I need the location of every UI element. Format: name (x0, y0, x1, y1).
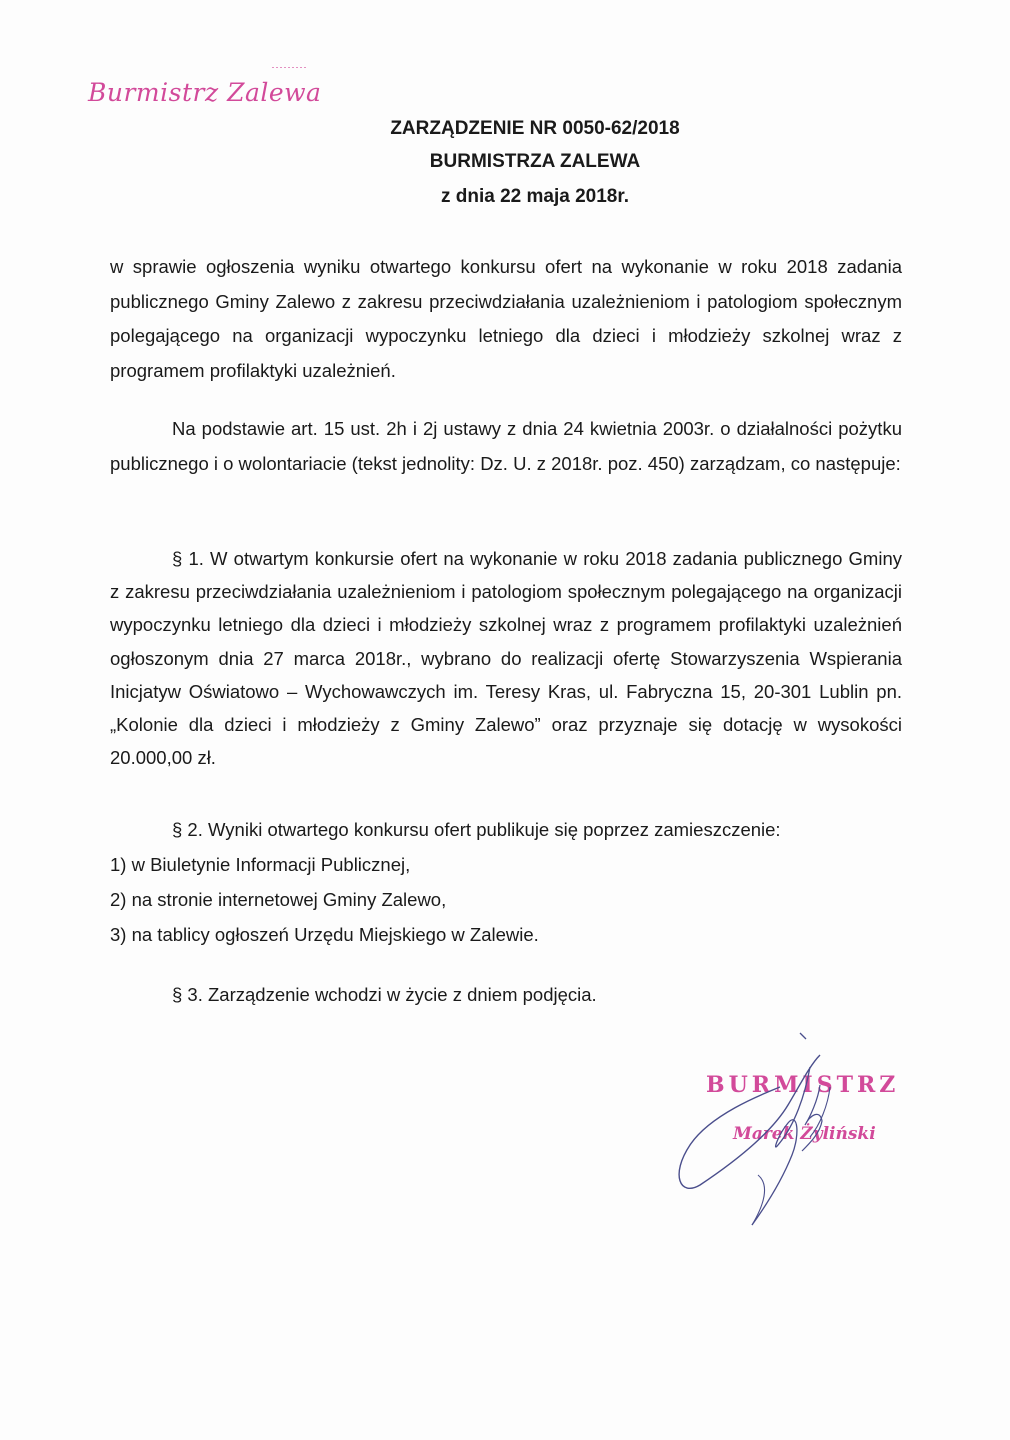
scan-mark (272, 66, 308, 69)
list-item: 3) na tablicy ogłoszeń Urzędu Miejskiego w Zalewie. (110, 924, 539, 945)
section-3-paragraph: § 3. Zarządzenie wchodzi w życie z dniem podjęcia. (172, 984, 597, 1005)
section-2-block (110, 812, 902, 952)
legal-basis-paragraph: Na podstawie art. 15 ust. 2h i 2j ustawy z dnia 24 kwietnia 2003r. o działalności pożytku publicznego i o wolontariacie (tekst jednolity: Dz. U. z 2018r. poz. 450) zarządzam, co następuje: (110, 418, 902, 474)
issuer-stamp: Burmistrz Zalewa (88, 78, 322, 107)
handwritten-signature (660, 1025, 860, 1235)
subject-paragraph: w sprawie ogłoszenia wyniku otwartego konkursu ofert na wykonanie w roku 2018 zadania publicznego Gminy Zalewo z zakresu przeciwdziałania uzależnieniom i patologiom społecznym polegającego na organizacji wypoczynku letniego dla dzieci i młodzieży szkolnej wraz z programem profilaktyki uzależnień. (110, 256, 902, 381)
section-2-intro: § 2. Wyniki otwartego konkursu ofert publikuje się poprzez zamieszczenie: (172, 819, 781, 840)
document-title: ZARZĄDZENIE NR 0050-62/2018 (390, 118, 680, 139)
section-1-paragraph: § 1. W otwartym konkursie ofert na wykonanie w roku 2018 zadania publicznego Gminy z zakresu przeciwdziałania uzależnieniom i patologiom społecznym polegającego na organizacji wypoczynku letniego dla dzieci i młodzieży szkolnej wraz z programem profilaktyki uzależnień ogłoszonym dnia 27 marca 2018r., wybrano do realizacji ofertę Stowarzyszenia Wspierania Inicjatyw Oświatowo – Wychowawczych im. Teresy Kras, ul. Fabryczna 15, 20-301 Lublin pn. „Kolonie dla dzieci i młodzieży z Gminy Zalewo” oraz przyznaje się dotację w wysokości 20.000,00 zł. (110, 548, 902, 769)
document-issuer: BURMISTRZA ZALEWA (429, 151, 641, 172)
list-item: 1) w Biuletynie Informacji Publicznej, (110, 854, 411, 875)
document-date: z dnia 22 maja 2018r. (440, 186, 629, 207)
mayor-stamp-title: BURMISTRZ (706, 1072, 900, 1098)
mayor-stamp-name: Marek Żyliński (733, 1124, 876, 1144)
list-item: 2) na stronie internetowej Gminy Zalewo, (110, 889, 447, 910)
